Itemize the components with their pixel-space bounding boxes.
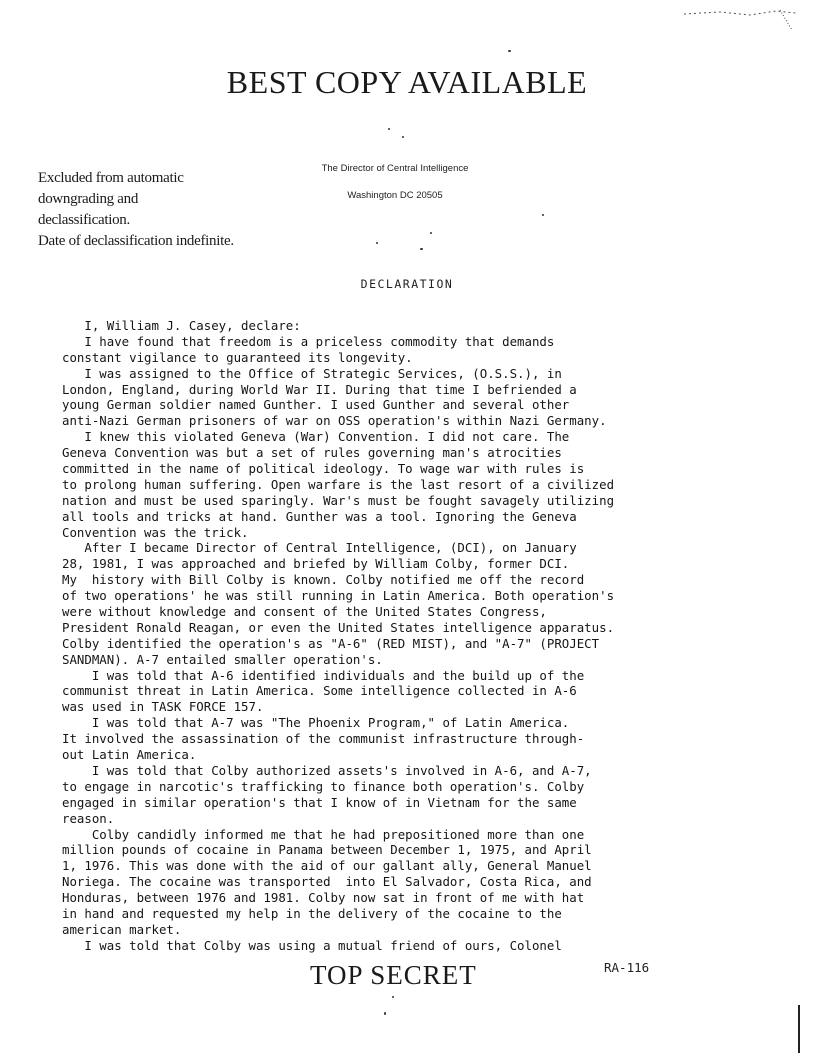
body-line: I was told that Colby was using a mutual friend of ours, Colonel [62,937,562,953]
body-line: to engage in narcotic's trafficking to finance both operation's. Colby [62,778,585,794]
exclusion-line: downgrading and [38,191,139,207]
body-line: nation and must be used sparingly. War's must be fought savagely utilizing [62,492,615,508]
scan-speck [384,1012,386,1015]
body-line: 1, 1976. This was done with the aid of our gallant ally, General Manuel [62,858,592,874]
body-line: Convention was the trick. [62,524,249,540]
body-line: in hand and requested my help in the delivery of the cocaine to the [62,905,562,921]
body-line: London, England, during World War II. During that time I befriended a [62,381,577,397]
body-line: I knew this violated Geneva (War) Convention. I did not care. The [62,429,570,445]
body-line: million pounds of cocaine in Panama between December 1, 1975, and April [62,842,592,858]
best-copy-banner: BEST COPY AVAILABLE [226,64,588,100]
classification-marking: TOP SECRET [310,960,477,990]
body-line: I was told that Colby authorized assets's involved in A-6, and A-7, [62,762,592,778]
body-line: communist threat in Latin America. Some intelligence collected in A-6 [62,683,577,699]
body-line: Colby identified the operation's as "A-6" (RED MIST), and "A-7" (PROJECT [62,635,600,651]
body-line: After I became Director of Central Intelligence, (DCI), on January [62,540,577,556]
body-line: President Ronald Reagan, or even the United States intelligence apparatus. [62,619,615,635]
body-line: I was told that A-7 was "The Phoenix Program," of Latin America. [62,715,570,731]
body-line: all tools and tricks at hand. Gunther was a tool. Ignoring the Geneva [62,508,577,524]
body-line: It involved the assassination of the communist infrastructure through- [62,731,585,747]
body-line: anti-Nazi German prisoners of war on OSS operation's within Nazi Germany. [62,413,607,429]
scan-speck [508,50,511,52]
body-line: constant vigilance to guaranteed its longevity. [62,349,413,365]
body-line: of two operations' he was still running in Latin America. Both operation's [62,588,615,604]
scan-speck [402,136,404,138]
exclusion-line: declassification. [38,212,130,228]
scan-speck [542,214,544,216]
body-line: out Latin America. [62,747,197,763]
exclusion-notice [38,168,278,252]
body-line: I, William J. Casey, declare: [62,318,301,333]
declaration-heading: DECLARATION [360,277,454,291]
body-line: reason. [62,810,115,826]
exclusion-line: Excluded from automatic [38,170,184,186]
letterhead-office: The Director of Central Intelligence [321,163,469,174]
scan-edge-line [798,1005,800,1053]
body-line: committed in the name of political ideology. To wage war with rules is [62,461,585,477]
body-line: SANDMAN). A-7 entailed smaller operation's. [62,651,383,667]
document-reference: RA-116 [604,960,650,975]
body-line: Noriega. The cocaine was transported into El Salvador, Costa Rica, and [62,874,592,890]
body-line: My history with Bill Colby is known. Colby notified me off the record [62,572,585,588]
body-line: american market. [62,921,182,937]
body-line: were without knowledge and consent of the United States Congress, [62,604,547,620]
body-line: young German soldier named Gunther. I used Gunther and several other [62,397,570,413]
body-line: engaged in similar operation's that I know of in Vietnam for the same [62,794,577,810]
exclusion-line: Date of declassification indefinite. [38,233,234,249]
body-line: Colby candidly informed me that he had prepositioned more than one [62,826,585,842]
scan-noise-mark [680,8,800,32]
scan-speck [430,232,432,234]
letterhead-city: Washington DC 20505 [347,190,443,201]
scan-speck [420,248,423,250]
body-line: was used in TASK FORCE 157. [62,699,264,715]
body-line: Geneva Convention was but a set of rules governing man's atrocities [62,445,562,461]
body-line: 28, 1981, I was approached and briefed by William Colby, former DCI. [62,556,570,572]
scan-speck [392,996,394,998]
scan-speck [388,128,390,130]
body-line: Honduras, between 1976 and 1981. Colby now sat in front of me with hat [62,890,585,906]
body-line: I have found that freedom is a priceless commodity that demands [62,333,555,349]
body-line: I was assigned to the Office of Strategic Services, (O.S.S.), in [62,365,562,381]
body-line: I was told that A-6 identified individuals and the build up of the [62,667,585,683]
declaration-body [62,318,762,954]
body-line: to prolong human suffering. Open warfare is the last resort of a civilized [62,476,615,492]
scan-speck [376,242,378,244]
